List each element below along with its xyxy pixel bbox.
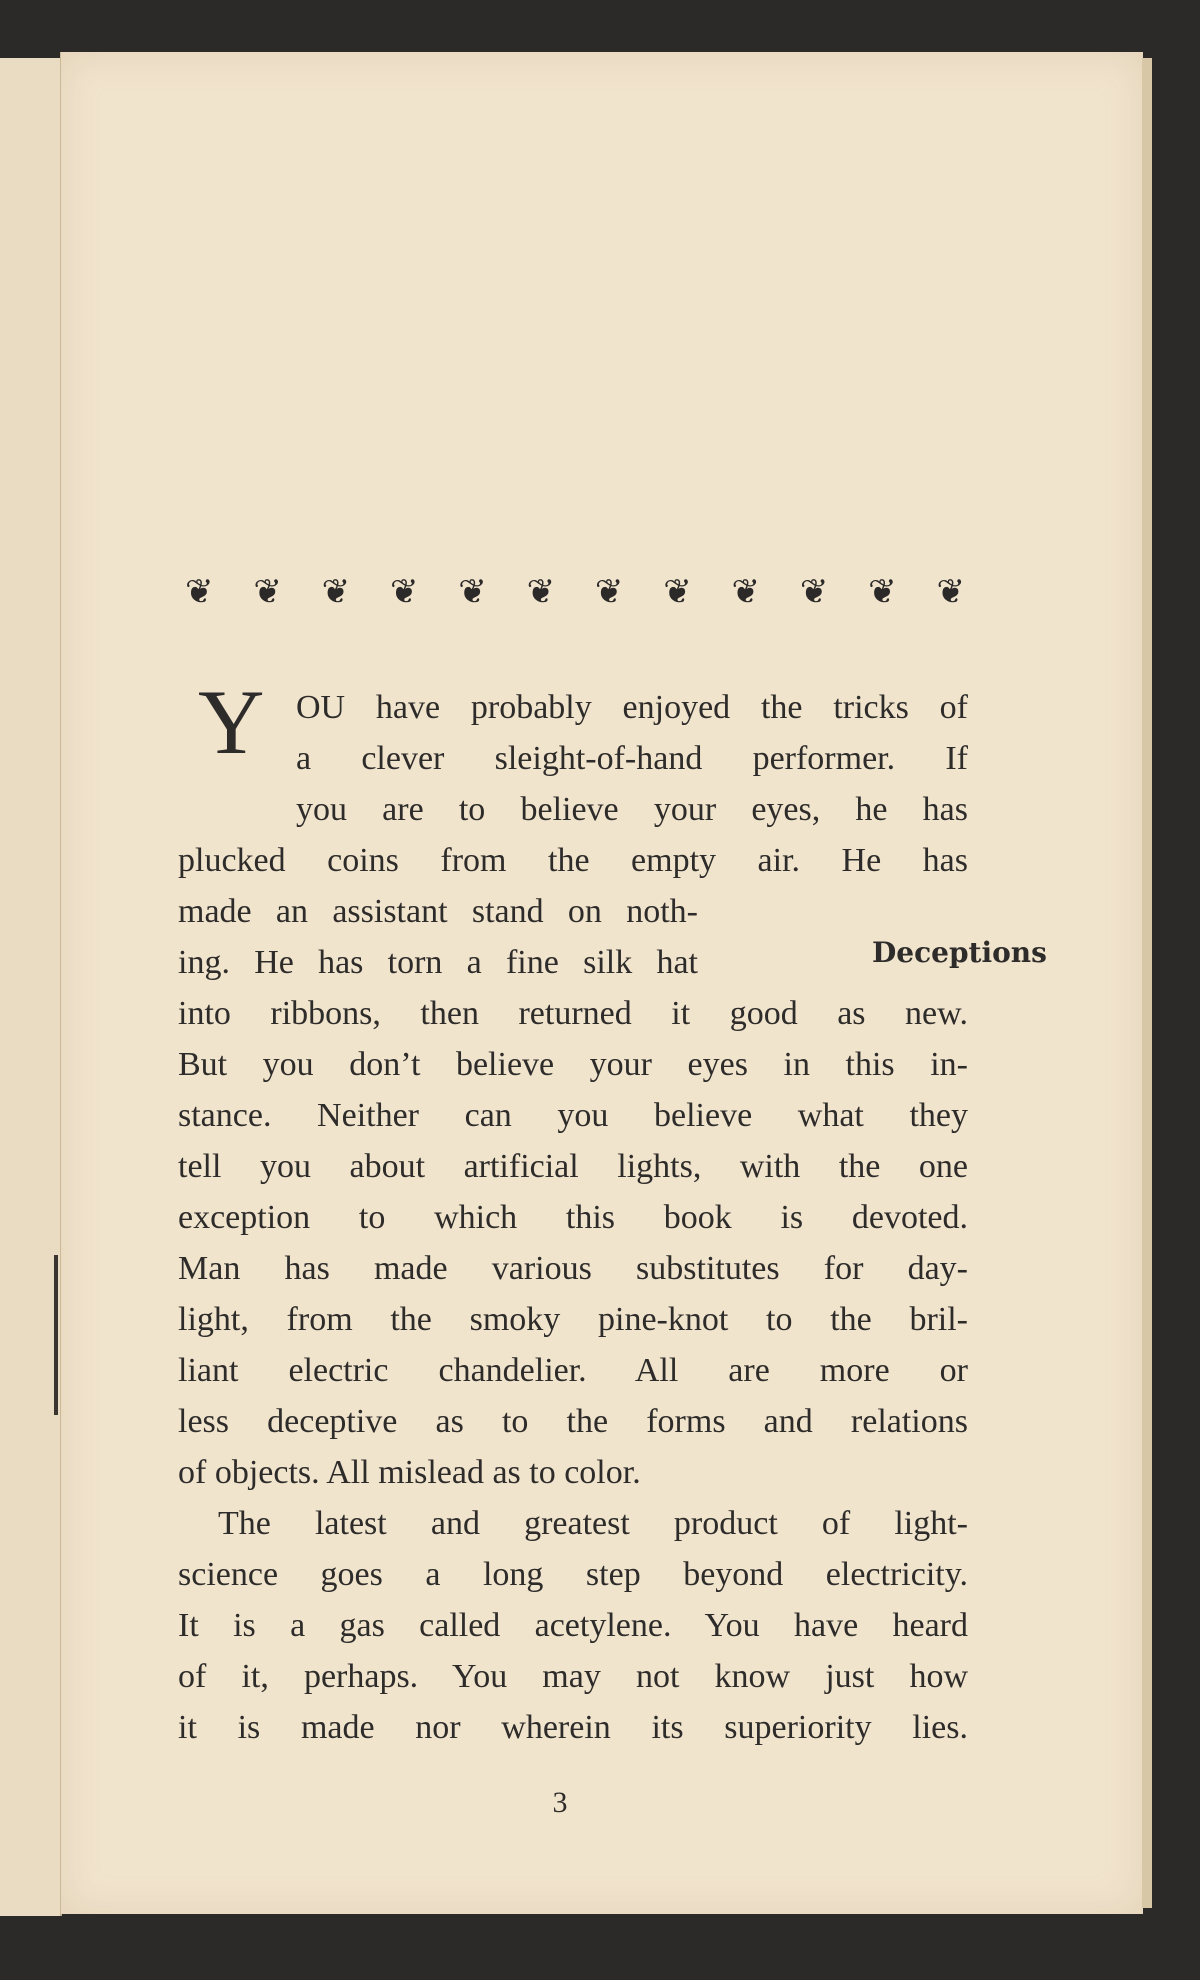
fleuron-icon: ❦ (389, 572, 419, 612)
binding-stitch (54, 1255, 58, 1415)
text-line: Man has made various substitutes for day- (178, 1250, 968, 1287)
text-line: exception to which this book is devoted. (178, 1199, 968, 1236)
text-line: stance. Neither can you believe what they (178, 1097, 968, 1134)
fleuron-icon: ❦ (868, 572, 897, 612)
text-line: liant electric chandelier. All are more or (178, 1352, 968, 1389)
drop-cap: Y (198, 671, 265, 773)
fleuron-icon: ❦ (594, 572, 624, 612)
text-line: made an assistant stand on noth- (178, 893, 698, 930)
text-line: you are to believe your eyes, he has (296, 791, 968, 828)
margin-note: Deceptions (872, 936, 1047, 969)
fleuron-icon: ❦ (185, 572, 214, 612)
fleuron-icon: ❦ (936, 572, 965, 612)
text-line: a clever sleight-of-hand performer. If (296, 740, 968, 777)
fleuron-icon: ❦ (799, 572, 829, 612)
text-line: ing. He has torn a fine silk hat (178, 944, 698, 981)
page-number: 3 (552, 1786, 568, 1819)
text-line: it is made nor wherein its superiority lies. (178, 1709, 968, 1746)
body-text (178, 682, 968, 1753)
text-line: plucked coins from the empty air. He has (178, 842, 968, 879)
text-line: It is a gas called acetylene. You have heard (178, 1607, 968, 1644)
text-line: of it, perhaps. You may not know just how (178, 1658, 968, 1695)
ornament-row (185, 572, 965, 612)
text-line: OU have probably enjoyed the tricks of (296, 689, 968, 726)
fleuron-icon: ❦ (458, 572, 487, 612)
fleuron-icon: ❦ (663, 572, 692, 612)
text-line: into ribbons, then returned it good as new. (178, 995, 968, 1032)
fleuron-icon: ❦ (253, 572, 282, 612)
text-line: light, from the smoky pine-knot to the bril- (178, 1301, 968, 1338)
text-line: tell you about artificial lights, with the one (178, 1148, 968, 1185)
text-line: science goes a long step beyond electricity. (178, 1556, 968, 1593)
fleuron-icon: ❦ (321, 572, 351, 612)
text-line: But you don’t believe your eyes in this in- (178, 1046, 968, 1083)
text-line: The latest and greatest product of light- (218, 1505, 968, 1542)
page-edge (1142, 58, 1152, 1908)
fleuron-icon: ❦ (526, 572, 556, 612)
facing-page-edge (0, 58, 62, 1916)
text-line: of objects. All mislead as to color. (178, 1454, 641, 1491)
text-line: less deceptive as to the forms and relations (178, 1403, 968, 1440)
fleuron-icon: ❦ (731, 572, 760, 612)
